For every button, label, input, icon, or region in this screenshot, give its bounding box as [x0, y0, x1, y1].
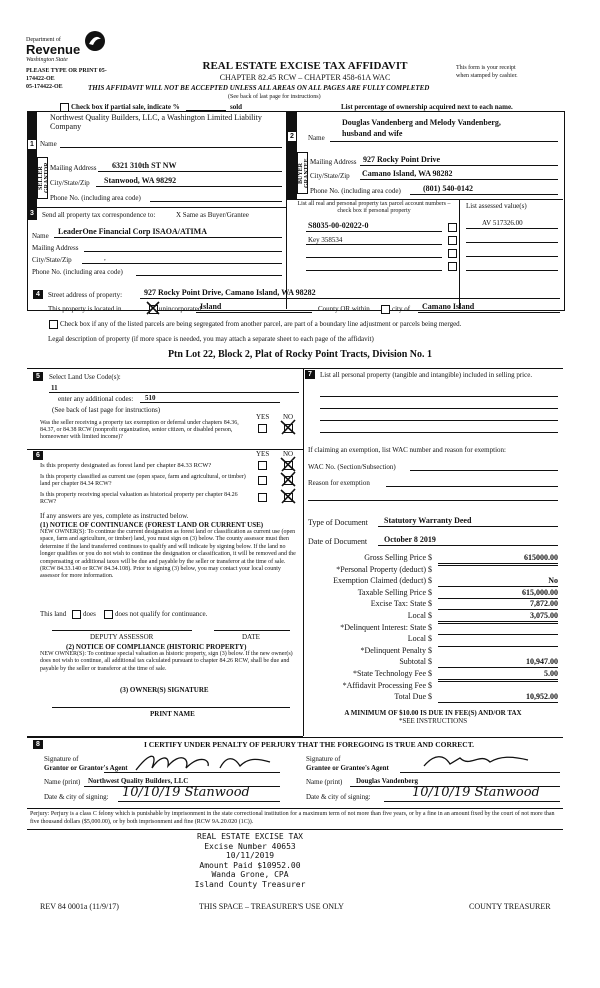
right-column-top — [303, 368, 563, 369]
perjury-bottom-line — [27, 829, 563, 830]
parcel-2-line — [306, 244, 442, 245]
fee-currency: $ — [428, 576, 432, 586]
parcel-2-checkbox[interactable] — [448, 236, 457, 245]
doc-type-line — [378, 526, 558, 527]
assessor-date-label: DATE — [242, 633, 260, 641]
fee-value: 3,075.00 — [438, 611, 558, 622]
form-chapter: CHAPTER 82.45 RCW – CHAPTER 458-61A WAC — [219, 73, 391, 82]
grantee-date-value: 10/10/19 Stanwood — [412, 785, 540, 800]
grantor-agent-label: Grantor or Grantor's Agent — [44, 764, 128, 772]
seller-strip — [27, 111, 37, 207]
middle-divider — [303, 368, 304, 736]
exemption-yes-checkbox[interactable] — [258, 424, 267, 433]
fee-value: 7,872.00 — [438, 599, 558, 610]
personal-line-2 — [320, 408, 558, 409]
buyer-name-value-2: husband and wife — [342, 129, 403, 138]
print-name-label: PRINT NAME — [150, 710, 195, 718]
seller-city-line — [96, 186, 282, 187]
section-number-5: 5 — [33, 372, 43, 381]
seller-name-label: Name — [40, 140, 57, 148]
see-instructions-note: *SEE INSTRUCTIONS — [398, 717, 468, 725]
minimum-due-note: A MINIMUM OF $10.00 IS DUE IN FEE(S) AND/OR TAX — [344, 709, 522, 717]
seller-mailing-line — [98, 171, 282, 172]
send-tax-label: Send all property tax correspondence to: — [42, 211, 156, 219]
stamp-line-5: Wanda Grone, CPA — [211, 870, 289, 879]
segregated-label: Check box if any of the listed parcels are being segregated from another parcel, are part of a boundary line adjustment or parcels being merged. — [60, 320, 462, 328]
unincorporated-label: unincorporated — [159, 305, 202, 313]
wac-label: WAC No. (Section/Subsection) — [308, 463, 396, 471]
reason-line-2 — [308, 500, 558, 501]
grantor-name-value: Northwest Quality Builders, LLC — [88, 777, 189, 785]
buyer-strip — [287, 111, 297, 199]
assessor-date-line — [214, 630, 290, 631]
city-of-checkbox[interactable] — [381, 305, 390, 314]
fee-label: Gross Selling Price — [364, 553, 426, 562]
fee-label: Local — [407, 634, 426, 644]
does-checkbox[interactable] — [72, 610, 81, 619]
fee-currency: $ — [428, 599, 432, 609]
send-phone-line — [136, 275, 282, 276]
send-name-value: LeaderOne Financial Corp ISAOA/ATIMA — [58, 227, 207, 236]
county-line — [196, 312, 312, 313]
fee-value — [438, 681, 558, 682]
county-value: Island — [200, 302, 222, 311]
fee-value: No — [438, 576, 558, 587]
buyer-city-value: Camano Island, WA 98282 — [362, 169, 453, 178]
receipt-note-2: when stamped by cashier. — [456, 73, 518, 79]
personal-line-1 — [320, 396, 558, 397]
fee-currency: $ — [428, 622, 432, 632]
fee-value — [438, 565, 558, 566]
forest-yes-checkbox[interactable] — [258, 461, 267, 470]
reason-line-1 — [386, 486, 558, 487]
wac-line — [410, 470, 558, 471]
grantee-name-label: Name (print) — [306, 778, 343, 786]
footer-treasurer: COUNTY TREASURER — [469, 902, 551, 911]
city-line — [418, 312, 560, 313]
does-not-label: does not qualify for continuance. — [115, 610, 208, 618]
send-city-value: , — [104, 254, 106, 262]
seller-mailing-value: 6321 310th ST NW — [112, 161, 177, 170]
send-city-label: City/State/Zip — [32, 256, 72, 264]
section-number-1: 1 — [27, 139, 37, 150]
send-mailing-line — [84, 251, 282, 252]
personal-property-label: List all personal property (tangible and intangible) included in selling price. — [320, 371, 533, 379]
parcel-3-checkbox[interactable] — [448, 249, 457, 258]
form-id-2: 05-174422-OE — [26, 84, 63, 90]
compliance-title: (2) NOTICE OF COMPLIANCE (HISTORIC PROPERTY) — [66, 643, 247, 651]
send-mailing-label: Mailing Address — [32, 244, 79, 252]
owner-signature-label: (3) OWNER(S) SIGNATURE — [120, 686, 209, 694]
same-as-buyer[interactable]: X Same as Buyer/Grantee — [176, 211, 249, 219]
seller-city-value: Stanwood, WA 98292 — [104, 176, 177, 185]
grantee-agent-label: Grantee or Grantee's Agent — [306, 764, 389, 772]
grantor-sig-of: Signature of — [44, 755, 79, 763]
fee-label: Total Due — [394, 692, 426, 702]
buyer-city-label: City/State/Zip — [310, 172, 350, 180]
fee-currency: $ — [428, 669, 432, 678]
land-use-value: 11 — [51, 384, 58, 392]
fee-currency: $ — [428, 692, 432, 702]
send-city-line — [82, 263, 282, 264]
grantee-signature — [420, 750, 540, 772]
section-number-6: 6 — [33, 451, 43, 460]
unincorporated-check-icon — [146, 301, 160, 315]
grantor-date-line — [118, 801, 280, 802]
grantor-sig-line — [104, 772, 280, 773]
owner-sig-line — [52, 707, 290, 708]
assessed-1-line — [466, 228, 558, 229]
assessor-sig-line — [52, 630, 192, 631]
fee-label: *Delinquent Penalty — [360, 645, 426, 655]
buyer-name-label: Name — [308, 134, 325, 142]
parcel-1-checkbox[interactable] — [448, 223, 457, 232]
historic-question: Is this property receiving special valuation as historical property per chapter 84.26 RCW? — [40, 492, 238, 505]
fee-value: 615000.00 — [438, 553, 558, 564]
section-number-8: 8 — [33, 740, 43, 749]
seller-mailing-label: Mailing Address — [50, 164, 97, 172]
grantor-date-value: 10/10/19 Stanwood — [122, 785, 250, 800]
buyer-phone-label: Phone No. (including area code) — [310, 187, 401, 195]
sold-label: sold — [230, 103, 243, 111]
deputy-assessor-label: DEPUTY ASSESSOR — [90, 633, 154, 641]
additional-codes-label: enter any additional codes: — [58, 395, 134, 403]
forest-no-check-icon — [280, 456, 296, 472]
parcel-1-line — [306, 231, 442, 232]
fee-value: 615,000.00 — [438, 588, 558, 599]
left-column-box — [27, 368, 303, 369]
fee-value — [438, 623, 558, 624]
fee-value: 10,952.00 — [438, 692, 558, 703]
fee-value: 10,947.00 — [438, 657, 558, 668]
revenue-swirl-icon — [84, 30, 106, 52]
legal-description-value: Ptn Lot 22, Block 2, Plat of Rocky Point Tracts, Division No. 1 — [167, 349, 433, 360]
seller-side-label: SELLER GRANTOR — [37, 157, 48, 199]
section-number-4: 4 — [33, 290, 43, 299]
parcel-3-line — [306, 257, 442, 258]
exemption-claim-label: If claiming an exemption, list WAC number and reason for exemption: — [308, 446, 506, 454]
certify-statement: I CERTIFY UNDER PENALTY OF PERJURY THAT THE FOREGOING IS TRUE AND CORRECT. — [144, 740, 475, 749]
current-use-yes-checkbox[interactable] — [258, 476, 267, 485]
stamp-line-1: REAL ESTATE EXCISE TAX — [197, 832, 303, 841]
partial-sale-label: Check box if partial sale, indicate % — [71, 103, 180, 111]
send-name-line — [54, 237, 282, 238]
does-not-checkbox[interactable] — [104, 610, 113, 619]
buyer-city-line — [360, 179, 558, 180]
revenue-logo — [26, 36, 104, 66]
fee-currency: $ — [428, 645, 432, 655]
fee-value: 5.00 — [438, 669, 558, 680]
street-line — [140, 298, 560, 299]
assessed-2-line — [466, 242, 558, 243]
assessed-1-value: AV 517326.00 — [482, 219, 523, 227]
stamp-line-6: Island County Treasurer — [194, 879, 306, 889]
ownership-note: List percentage of ownership acquired next to each name. — [341, 103, 513, 111]
assessed-3-line — [466, 256, 558, 257]
legal-description-label: Legal description of property (if more space is needed, you may attach a separate sheet to each page of the affidavit) — [48, 335, 374, 343]
section-number-7: 7 — [305, 370, 315, 379]
fee-label: Subtotal — [399, 657, 426, 667]
parcel-header: List all real and personal property tax parcel account numbers – check box if personal property — [297, 201, 451, 214]
assessed-header: List assessed value(s) — [466, 202, 527, 210]
section-number-3: 3 — [27, 209, 37, 218]
fee-currency: $ — [428, 587, 432, 597]
buyer-phone-line — [410, 194, 558, 195]
continuance-title: (1) NOTICE OF CONTINUANCE (FOREST LAND OR CURRENT USE) — [40, 521, 264, 529]
buyer-phone-value: (801) 540-0142 — [423, 184, 473, 193]
parcel-divider — [459, 199, 460, 309]
exemption-question: Was the seller receiving a property tax exemption or deferral under chapters 84.36, 84.37, or 84.38 RCW (nonprofit organization, senior citizen, or disabled person, homeowner with limited income)? — [40, 420, 239, 440]
grantor-signature — [130, 750, 280, 772]
seller-name-line — [60, 147, 282, 148]
county-label: County OR within — [318, 305, 370, 313]
parcel-4-checkbox[interactable] — [448, 262, 457, 271]
reason-label: Reason for exemption — [308, 479, 370, 487]
continuance-text: NEW OWNER(S): To continue the current designation as forest land or classification as current use (open space, farm and agriculture, or timber) land, you must sign on (3) below. The county assessor must then determine if the land transferred continues to qualify and will indicate by signing below. If the land no longer qualifies or you do not wish to continue the designation or classification, it will be removed and the compensating or additional taxes will be due and payable by the seller or transferor at the time of sale. (RCW 84.33.140 or RCW 84.34.108). Prior to signing (3) below, you may contact your local county assessor for more information. — [40, 529, 296, 580]
dept-of-label: Department of — [26, 37, 61, 43]
additional-codes-value: 510 — [145, 394, 156, 402]
assessed-4-line — [466, 270, 558, 271]
footer-rev: REV 84 0001a (11/9/17) — [40, 902, 119, 911]
buyer-mailing-line — [360, 165, 558, 166]
doc-date-value: October 8 2019 — [384, 535, 436, 544]
fee-label: *State Technology Fee — [352, 669, 426, 678]
buyer-mailing-label: Mailing Address — [310, 158, 357, 166]
additional-codes-line — [140, 402, 280, 403]
parcel-top-line — [286, 199, 563, 200]
stamp-line-3: 10/11/2019 — [225, 851, 275, 860]
send-phone-label: Phone No. (including area code) — [32, 268, 123, 276]
grantee-date-label: Date & city of signing: — [306, 793, 371, 801]
section8-bar — [27, 737, 563, 738]
s6-no-header: NO — [283, 450, 294, 458]
current-use-no-check-icon — [280, 471, 296, 487]
grantor-name-label: Name (print) — [44, 778, 81, 786]
fee-label: Local — [407, 611, 426, 620]
fee-label: *Personal Property (deduct) — [336, 564, 426, 574]
fee-currency: $ — [428, 611, 432, 620]
perjury-note: Perjury: Perjury is a class C felony which is punishable by imprisonment in the state correctional institution for a maximum term of not more than five years, or by a fine in an amount fixed by the court of not more than five thousand dollars ($5,000.00), or by both imprisonment and fine (RCW 9A.20.020 (1C)). — [30, 811, 555, 825]
parcel-1-value: S8035-00-02022-0 — [308, 221, 369, 230]
this-land-label: This land — [40, 610, 67, 618]
fee-label: Exemption Claimed (deduct) — [333, 576, 426, 586]
doc-date-label: Date of Document — [308, 537, 368, 546]
s5-no-header: NO — [283, 413, 294, 421]
doc-date-line — [378, 545, 558, 546]
seller-city-label: City/State/Zip — [50, 179, 90, 187]
land-use-label: Select Land Use Code(s): — [49, 373, 121, 381]
revenue-wordmark: Revenue — [26, 42, 81, 57]
receipt-note-1: This form is your receipt — [456, 65, 516, 71]
send-name-label: Name — [32, 232, 49, 240]
seller-phone-label: Phone No. (including area code) — [50, 194, 141, 202]
section3-divider — [27, 207, 286, 208]
grantee-sig-of: Signature of — [306, 755, 341, 763]
perjury-top-line — [27, 808, 563, 809]
grantee-sig-line — [400, 772, 560, 773]
not-accepted-warning: THIS AFFIDAVIT WILL NOT BE ACCEPTED UNLESS ALL AREAS ON ALL PAGES ARE FULLY COMPLETED — [88, 84, 430, 92]
fee-value — [438, 646, 558, 647]
treasurer-stamp — [190, 832, 310, 889]
see-back-note: (See back of last page for instructions) — [228, 94, 321, 100]
exemption-no-check-icon — [280, 419, 296, 435]
fee-label: *Delinquent Interest: State — [340, 622, 426, 632]
land-use-see-back: (See back of last page for instructions) — [52, 406, 161, 414]
form-title: REAL ESTATE EXCISE TAX AFFIDAVIT — [202, 60, 408, 72]
buyer-mailing-value: 927 Rocky Point Drive — [363, 155, 441, 164]
fee-label: Taxable Selling Price — [357, 587, 426, 597]
fee-currency: $ — [428, 680, 432, 690]
grantor-date-label: Date & city of signing: — [44, 793, 109, 801]
buyer-name-value-1: Douglas Vandenberg and Melody Vandenberg, — [342, 118, 501, 127]
if-yes-note: If any answers are yes, complete as instructed below. — [40, 512, 189, 520]
fee-value — [438, 634, 558, 635]
fee-label: *Affidavit Processing Fee — [342, 680, 426, 690]
section-number-2: 2 — [287, 131, 297, 142]
historic-yes-checkbox[interactable] — [258, 493, 267, 502]
city-of-label: city of — [392, 305, 411, 313]
located-label: This property is located in — [48, 305, 122, 313]
street-value: 927 Rocky Point Drive, Camano Island, WA 98282 — [144, 288, 316, 297]
compliance-text: NEW OWNER(S): To continue special valuation as historic property, sign (3) below. If the new owner(s) does not wish to continue, all additional tax calculated pursuant to chapter 84.26 RCW, shall be due and payable by the seller or transferor at the time of sale. — [40, 651, 293, 672]
historic-no-check-icon — [280, 488, 296, 504]
forest-question: Is this property designated as forest land per chapter 84.33 RCW? — [40, 462, 212, 469]
fee-currency: $ — [428, 634, 432, 644]
land-use-line — [49, 392, 299, 393]
current-use-question: Is this property classified as current use (open space, farm and agricultural, or timber) land per chapter 84.34 RCW? — [40, 474, 246, 487]
seller-name-value: Northwest Quality Builders, LLC, a Washington Limited Liability Company — [50, 113, 262, 131]
doc-type-value: Statutory Warranty Deed — [384, 516, 472, 525]
parcel-4-line — [306, 270, 442, 271]
fee-label: Excise Tax: State — [370, 599, 426, 609]
doc-type-label: Type of Document — [308, 518, 368, 527]
seller-phone-line — [150, 201, 282, 202]
grantee-name-value: Douglas Vandenberg — [356, 777, 419, 785]
stamp-line-4: Amount Paid $10952.00 — [199, 860, 301, 870]
key-value: Key 358534 — [308, 236, 343, 244]
please-type-label: PLEASE TYPE OR PRINT 05- — [26, 68, 107, 74]
segregated-checkbox[interactable] — [49, 320, 58, 329]
street-label: Street address of property: — [48, 291, 123, 299]
fee-currency: $ — [428, 564, 432, 574]
footer-space: THIS SPACE – TREASURER'S USE ONLY — [199, 902, 344, 911]
grantee-date-line — [384, 801, 560, 802]
fee-currency: $ — [428, 553, 432, 562]
s5-yes-header: YES — [256, 413, 270, 421]
stamp-line-2: Excise Number 40653 — [204, 841, 296, 851]
buyer-name-line — [330, 141, 558, 142]
does-label: does — [83, 610, 96, 618]
s6-yes-header: YES — [256, 450, 270, 458]
washington-state-label: Washington State — [26, 57, 68, 63]
personal-line-3 — [320, 420, 558, 421]
form-id-1: 174422-OE — [26, 76, 55, 82]
fee-currency: $ — [428, 657, 432, 667]
personal-line-4 — [320, 432, 558, 433]
city-value: Camano Island — [422, 302, 475, 311]
buyer-side-label: BUYER GRANTEE — [297, 152, 308, 194]
